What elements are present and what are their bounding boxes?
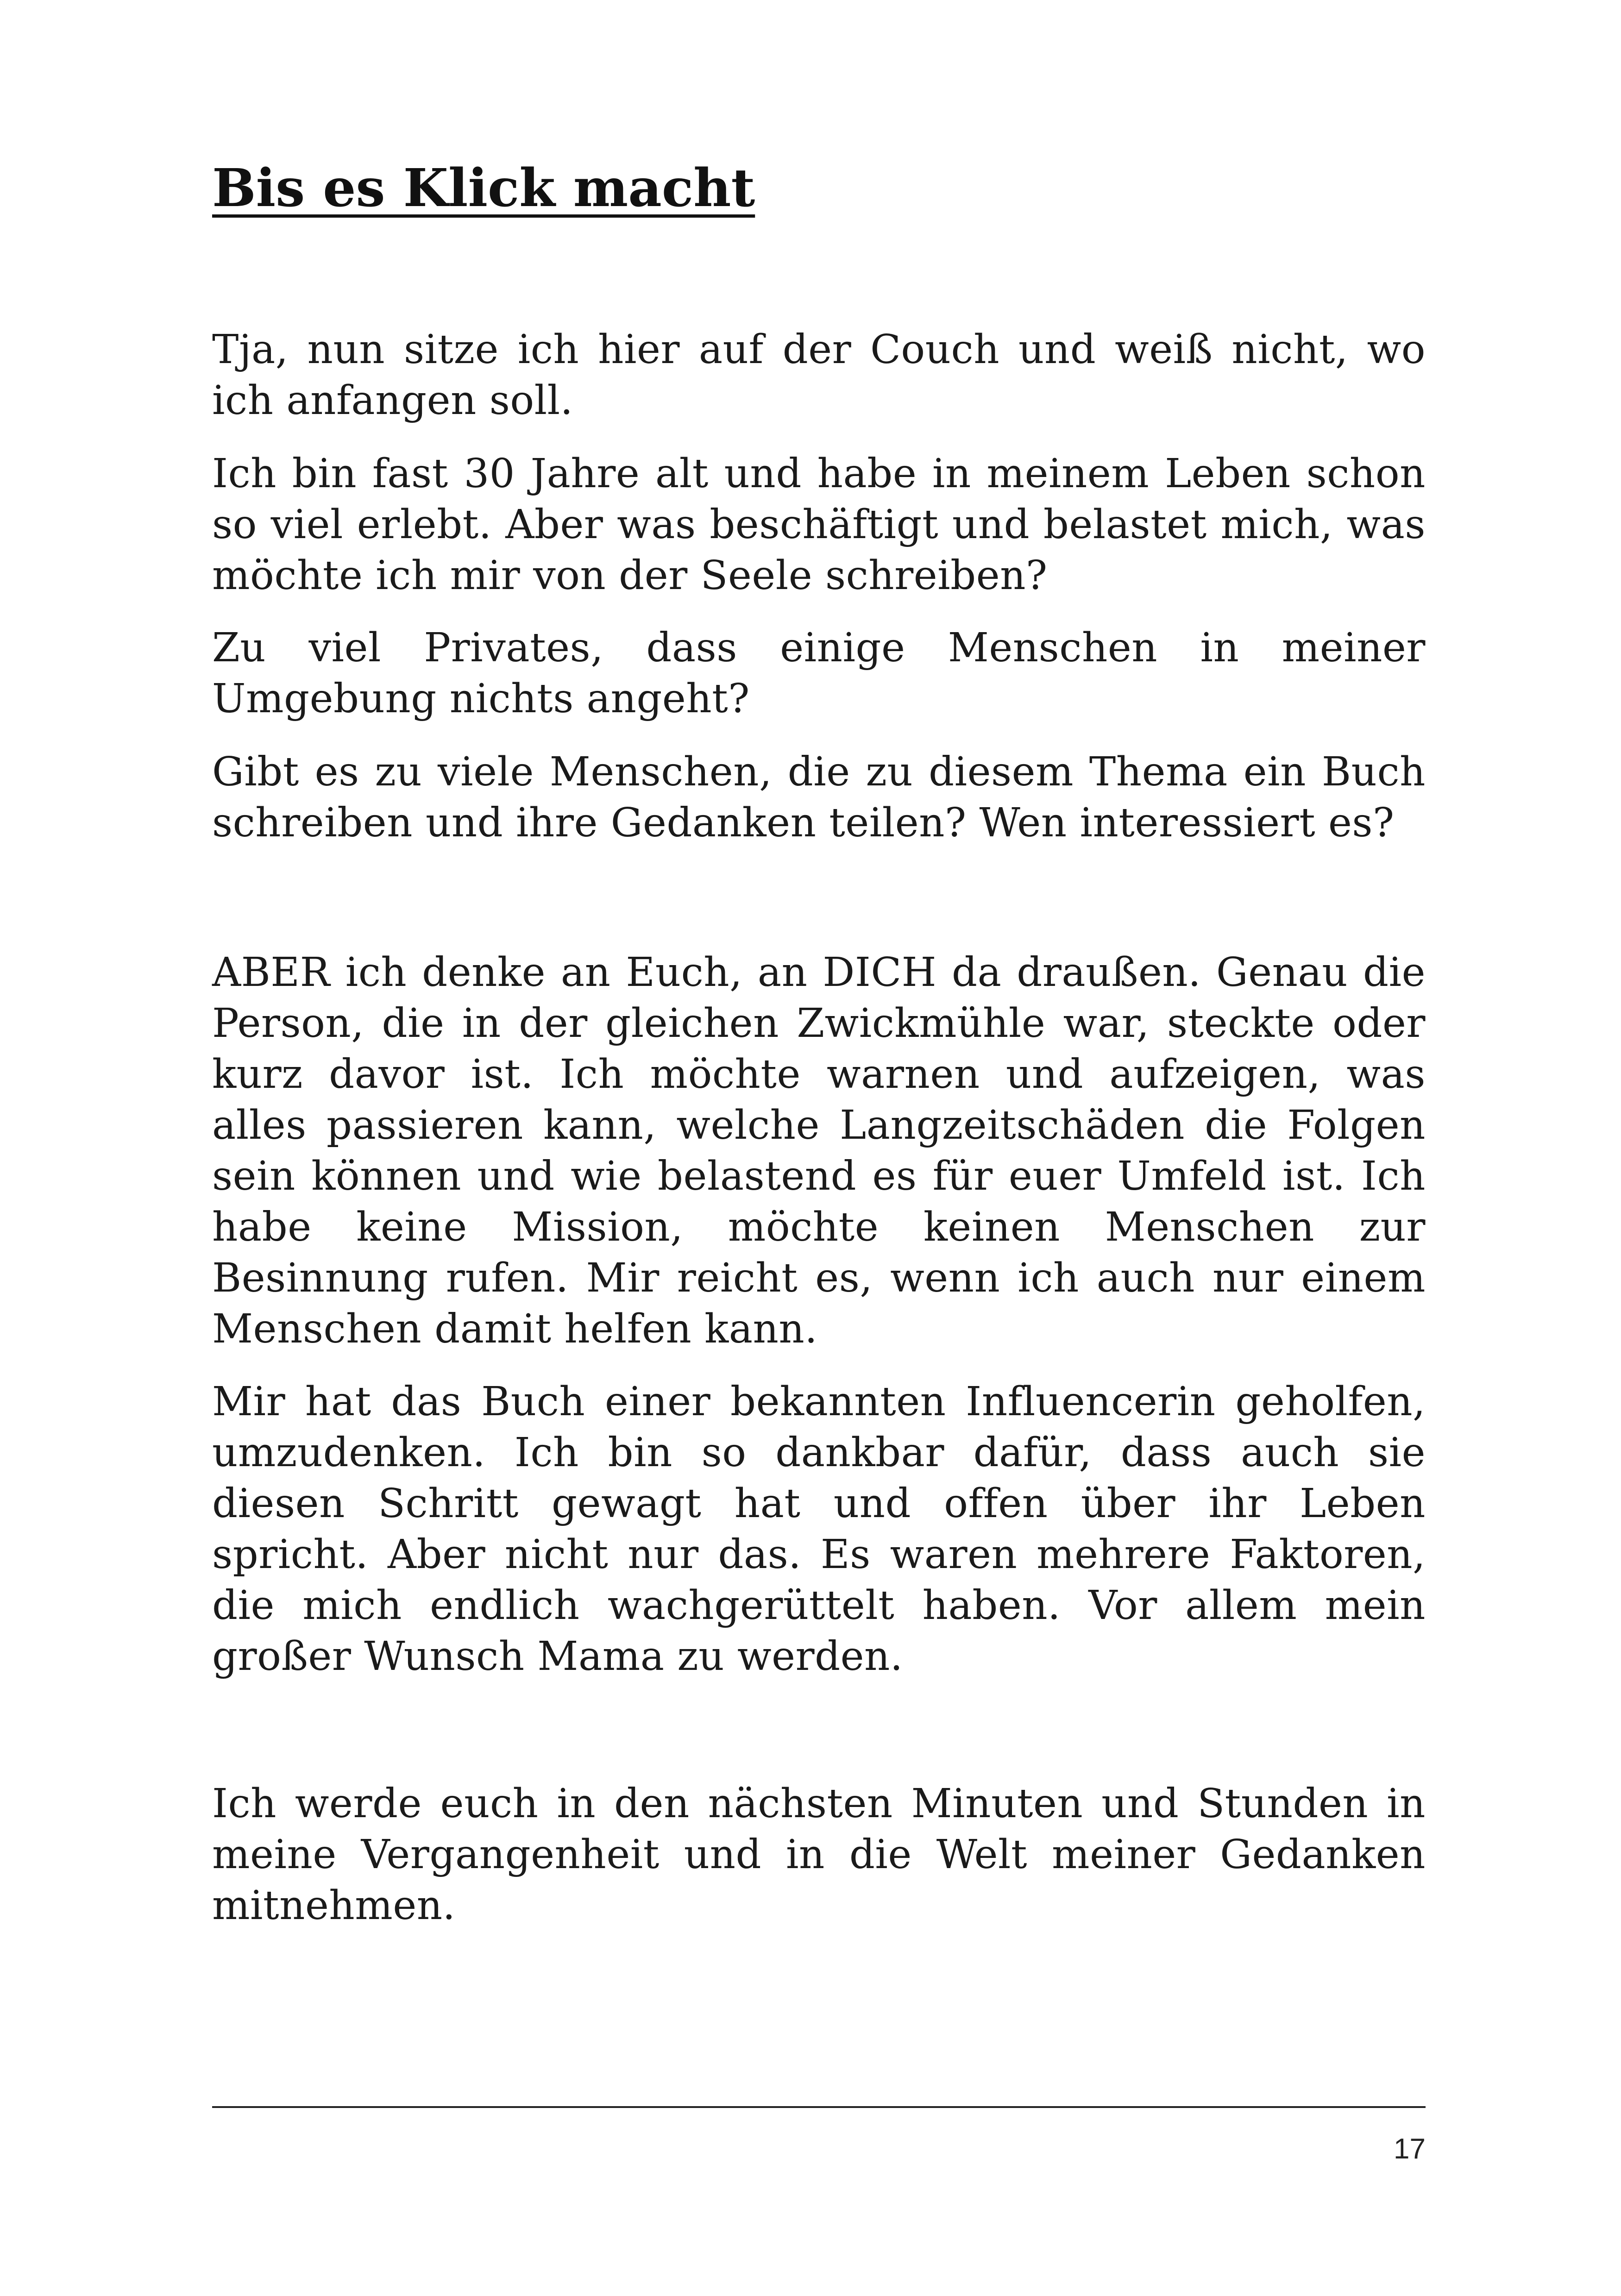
page-number: 17 [1394,2133,1426,2165]
paragraph-6: Mir hat das Buch einer bekannten Influencerin geholfen, umzudenken. Ich bin so dankbar dafür, dass auch sie diesen Schritt gewagt hat und offen über ihr Leben spricht. Aber nicht nur das. Es waren mehrere Faktoren, die mich endlich wachgerüttelt haben. Vor allem mein großer Wunsch Mama zu werden. [212,1379,1426,1680]
paragraph-1: Tja, nun sitze ich hier auf der Couch und weiß nicht, wo ich anfangen soll. [212,326,1426,424]
footer-divider [212,2106,1426,2108]
paragraph-5: ABER ich denke an Euch, an DICH da draußen. Genau die Person, die in der gleichen Zwickmühle war, steckte oder kurz davor ist. Ich möchte warnen und aufzeigen, was alles passieren kann, welche Langzeitschäden die Folgen sein können und wie belastend es für euer Umfeld ist. Ich habe keine Mission, möchte keinen Menschen zur Besinnung rufen. Mir reicht es, wenn ich auch nur einem Menschen damit helfen kann. [212,949,1426,1352]
paragraph-7: Ich werde euch in den nächsten Minuten und Stunden in meine Vergangenheit und in die Welt meiner Gedanken mitnehmen. [212,1781,1426,1929]
paragraph-4: Gibt es zu viele Menschen, die zu diesem Thema ein Buch schreiben und ihre Gedanken teilen? Wen interessiert es? [212,749,1426,846]
paragraph-3: Zu viel Privates, dass einige Menschen in meiner Umgebung nichts angeht? [212,625,1426,722]
paragraph-2: Ich bin fast 30 Jahre alt und habe in meinem Leben schon so viel erlebt. Aber was beschäftigt und belastet mich, was möchte ich mir von der Seele schreiben? [212,451,1426,599]
chapter-title: Bis es Klick macht [212,158,755,219]
